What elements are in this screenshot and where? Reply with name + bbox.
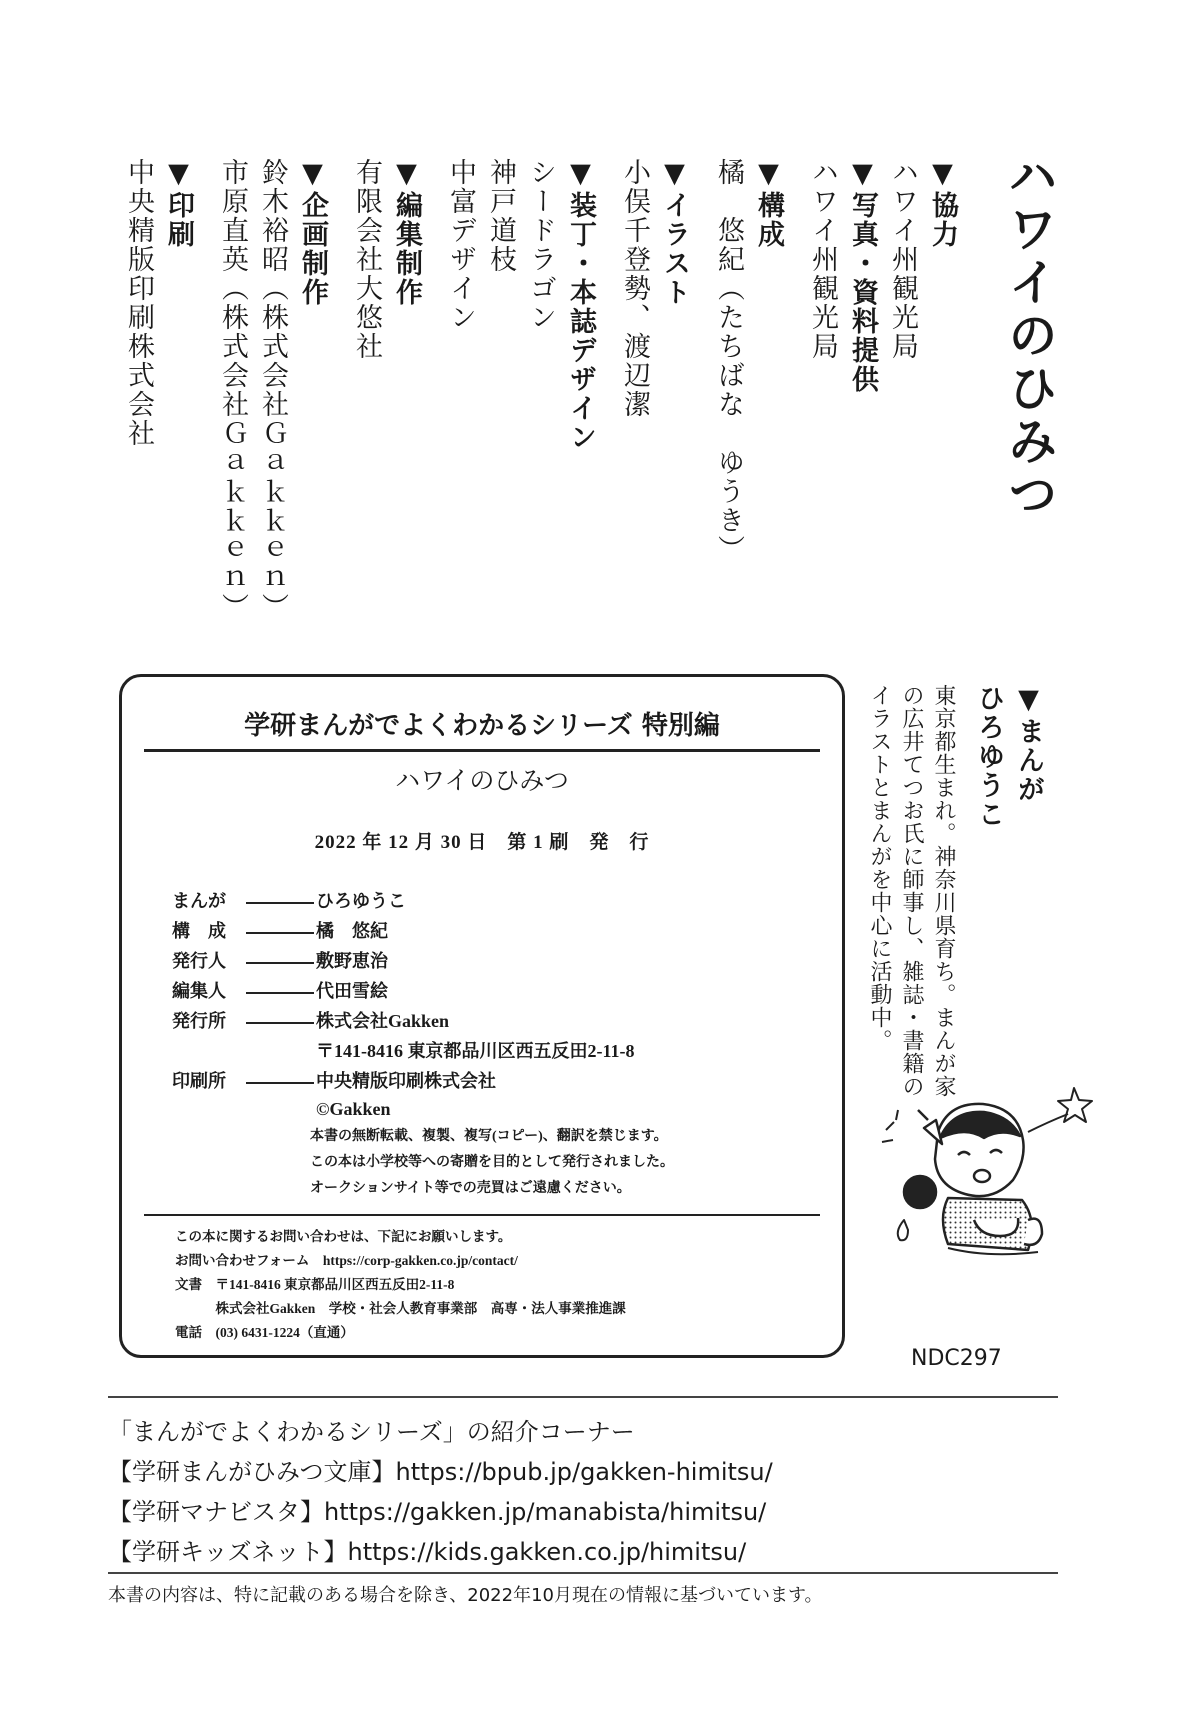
author-name: ひろゆうこ — [973, 684, 1004, 829]
credit-heading-printing: ▼印刷 — [163, 158, 194, 249]
author-bio-line-3: イラストとまんがを中心に活動中。 — [867, 684, 892, 1052]
book-title: ハワイのひみつ — [1000, 150, 1058, 521]
leader-line — [246, 992, 314, 994]
links-heading: 「まんがでよくわかるシリーズ」の紹介コーナー — [108, 1418, 635, 1446]
credit-composition: 橘 悠紀（たちばな ゆうき） — [713, 158, 744, 564]
ndc-classification: NDC297 — [911, 1346, 1002, 1371]
staff-role: 発行人 — [172, 951, 226, 971]
credit-design-3: 中富デザイン — [445, 158, 476, 332]
colophon-box — [119, 674, 845, 1358]
link-kids-net[interactable]: 【学研キッズネット】https://kids.gakken.co.jp/himitsu/ — [108, 1538, 747, 1566]
staff-row — [172, 977, 388, 1003]
link-manabista[interactable]: 【学研マナビスタ】https://gakken.jp/manabista/himitsu/ — [108, 1498, 767, 1526]
credit-heading-design: ▼装丁・本誌デザイン — [565, 158, 596, 452]
author-heading: ▼まんが — [1013, 684, 1044, 804]
link-himitsu-bunko[interactable]: 【学研まんがひみつ文庫】https://bpub.jp/gakken-himitsu/ — [108, 1458, 773, 1486]
staff-value: 〒141-8416 東京都品川区西五反田2-11-8 — [316, 1041, 635, 1061]
publication-date: 2022 年 12 月 30 日 第 1 刷 発 行 — [314, 832, 650, 853]
author-bio-line-1: 東京都生まれ。神奈川県育ち。まんが家 — [931, 684, 956, 1098]
copyright — [316, 1099, 390, 1120]
leader-line — [246, 962, 314, 964]
staff-role: 編集人 — [172, 981, 226, 1001]
staff-row — [172, 1067, 496, 1093]
staff-role: 構 成 — [172, 921, 226, 941]
credit-planning-1: 鈴木裕昭（株式会社Ｇａｋｋｅｎ） — [257, 158, 288, 622]
staff-value: 株式会社Gakken — [316, 1011, 450, 1031]
staff-role: 発行所 — [172, 1011, 226, 1031]
credit-editing: 有限会社大悠社 — [351, 158, 382, 361]
credit-cooperation: ハワイ州観光局 — [887, 158, 918, 361]
footnote: 本書の内容は、特に記載のある場合を除き、2022年10月現在の情報に基づいています。 — [108, 1585, 823, 1606]
credit-heading-cooperation: ▼協力 — [927, 158, 958, 249]
staff-row — [172, 947, 388, 973]
notice-line: この本は小学校等への寄贈を目的として発行されました。 — [310, 1155, 674, 1170]
contact-line: お問い合わせフォーム https://corp-gakken.co.jp/contact/ — [175, 1253, 518, 1268]
links-bottom-divider — [108, 1572, 1058, 1574]
credit-heading-photos: ▼写真・資料提供 — [847, 158, 878, 394]
staff-row — [172, 917, 388, 943]
leader-line — [246, 1082, 314, 1084]
staff-value: 代田雪絵 — [316, 981, 388, 1001]
credit-heading-illustration: ▼イラスト — [659, 158, 690, 307]
staff-role: まんが — [172, 891, 226, 911]
series-title: 学研まんがでよくわかるシリーズ 特別編 — [244, 711, 720, 741]
staff-row — [172, 1007, 449, 1033]
staff-value: 敷野恵治 — [316, 951, 388, 971]
credit-planning-2: 市原直英（株式会社Ｇａｋｋｅｎ） — [217, 158, 248, 622]
notice-line: オークションサイト等での売買はご遠慮ください。 — [310, 1181, 631, 1196]
staff-role: 印刷所 — [172, 1071, 226, 1091]
staff-value: 中央精版印刷株式会社 — [316, 1071, 496, 1091]
links-top-divider — [108, 1396, 1058, 1398]
credit-printing: 中央精版印刷株式会社 — [123, 158, 154, 448]
leader-line — [246, 902, 314, 904]
credit-heading-composition: ▼構成 — [753, 158, 784, 249]
leader-line — [246, 932, 314, 934]
credit-illustration: 小俣千登勢、渡辺潔 — [619, 158, 650, 419]
contact-line: 株式会社Gakken 学校・社会人教育事業部 高専・法人事業推進課 — [175, 1301, 626, 1316]
author-caricature-illustration — [878, 1080, 1098, 1270]
leader-line — [246, 1022, 314, 1024]
staff-value: ひろゆうこ — [316, 891, 406, 911]
title-divider — [144, 749, 820, 752]
credit-heading-editing: ▼編集制作 — [391, 158, 422, 307]
colophon-book-title: ハワイのひみつ — [395, 766, 569, 795]
copyright-text: ©Gakken — [316, 1099, 391, 1119]
contact-divider — [144, 1214, 820, 1216]
staff-row — [172, 887, 406, 913]
staff-row-address — [316, 1037, 635, 1063]
contact-line: 電話 (03) 6431-1224（直通） — [175, 1325, 354, 1340]
staff-value: 橘 悠紀 — [316, 921, 388, 941]
credit-photos: ハワイ州観光局 — [807, 158, 838, 361]
credit-design-1: シードラゴン — [525, 158, 556, 332]
contact-line: この本に関するお問い合わせは、下記にお願いします。 — [175, 1229, 512, 1244]
credit-heading-planning: ▼企画制作 — [297, 158, 328, 307]
author-bio-line-2: の広井てつお氏に師事し、雑誌・書籍の — [899, 684, 924, 1098]
credit-design-2: 神戸道枝 — [485, 158, 516, 274]
notice-line: 本書の無断転載、複製、複写(コピー)、翻訳を禁じます。 — [310, 1129, 668, 1144]
contact-line: 文書 〒141-8416 東京都品川区西五反田2-11-8 — [175, 1277, 455, 1292]
